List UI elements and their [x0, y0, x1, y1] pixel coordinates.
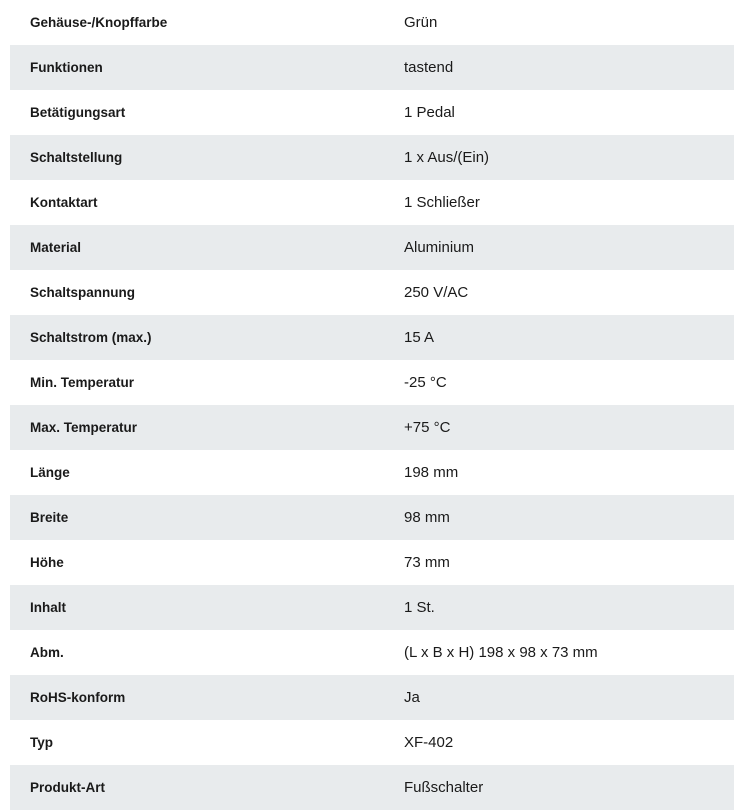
spec-row	[10, 405, 734, 450]
spec-value: 250 V/AC	[404, 284, 469, 301]
spec-value: 15 A	[404, 329, 435, 346]
spec-value: 1 Pedal	[404, 104, 455, 121]
spec-value: Aluminium	[404, 239, 475, 256]
spec-row	[10, 360, 734, 405]
spec-row	[10, 135, 734, 180]
spec-row	[10, 315, 734, 360]
spec-value: 1 Schließer	[404, 194, 480, 211]
spec-label: Funktionen	[30, 60, 103, 75]
spec-row	[10, 180, 734, 225]
spec-row	[10, 450, 734, 495]
spec-label: Material	[30, 240, 82, 255]
spec-row	[10, 585, 734, 630]
spec-row	[10, 720, 734, 765]
spec-value: +75 °C	[404, 419, 451, 436]
spec-value: (L x B x H) 198 x 98 x 73 mm	[404, 644, 598, 661]
spec-row	[10, 630, 734, 675]
spec-label: Schaltstrom (max.)	[30, 330, 152, 345]
spec-value: XF-402	[404, 734, 454, 751]
spec-row	[10, 0, 734, 45]
spec-label: Produkt-Art	[30, 780, 105, 795]
spec-label: Inhalt	[30, 600, 66, 615]
spec-label: Schaltspannung	[30, 285, 136, 300]
spec-label: Länge	[30, 465, 70, 480]
spec-value: -25 °C	[404, 374, 447, 391]
spec-label: Breite	[30, 510, 69, 525]
spec-value: Ja	[404, 689, 420, 706]
spec-label: Schaltstellung	[30, 150, 123, 165]
spec-label: RoHS-konform	[30, 690, 126, 705]
spec-row	[10, 90, 734, 135]
spec-row	[10, 540, 734, 585]
product-spec-table	[10, 0, 734, 810]
spec-label: Typ	[30, 735, 53, 750]
spec-row	[10, 765, 734, 810]
spec-label: Kontaktart	[30, 195, 98, 210]
spec-row	[10, 225, 734, 270]
spec-value: 73 mm	[404, 554, 450, 571]
spec-label: Max. Temperatur	[30, 420, 138, 435]
spec-label: Min. Temperatur	[30, 375, 135, 390]
spec-label: Höhe	[30, 555, 64, 570]
spec-value: Grün	[404, 14, 438, 31]
spec-value: 1 St.	[404, 599, 435, 616]
spec-label: Gehäuse-/Knopffarbe	[30, 15, 168, 30]
spec-value: 1 x Aus/(Ein)	[404, 149, 490, 166]
spec-table-body	[10, 0, 734, 810]
spec-row	[10, 270, 734, 315]
spec-row	[10, 45, 734, 90]
spec-value: Fußschalter	[404, 779, 484, 796]
spec-row	[10, 495, 734, 540]
spec-value: tastend	[404, 59, 454, 76]
spec-value: 98 mm	[404, 509, 450, 526]
spec-row	[10, 675, 734, 720]
spec-label: Betätigungsart	[30, 105, 126, 120]
spec-label: Abm.	[30, 645, 64, 660]
spec-value: 198 mm	[404, 464, 459, 481]
